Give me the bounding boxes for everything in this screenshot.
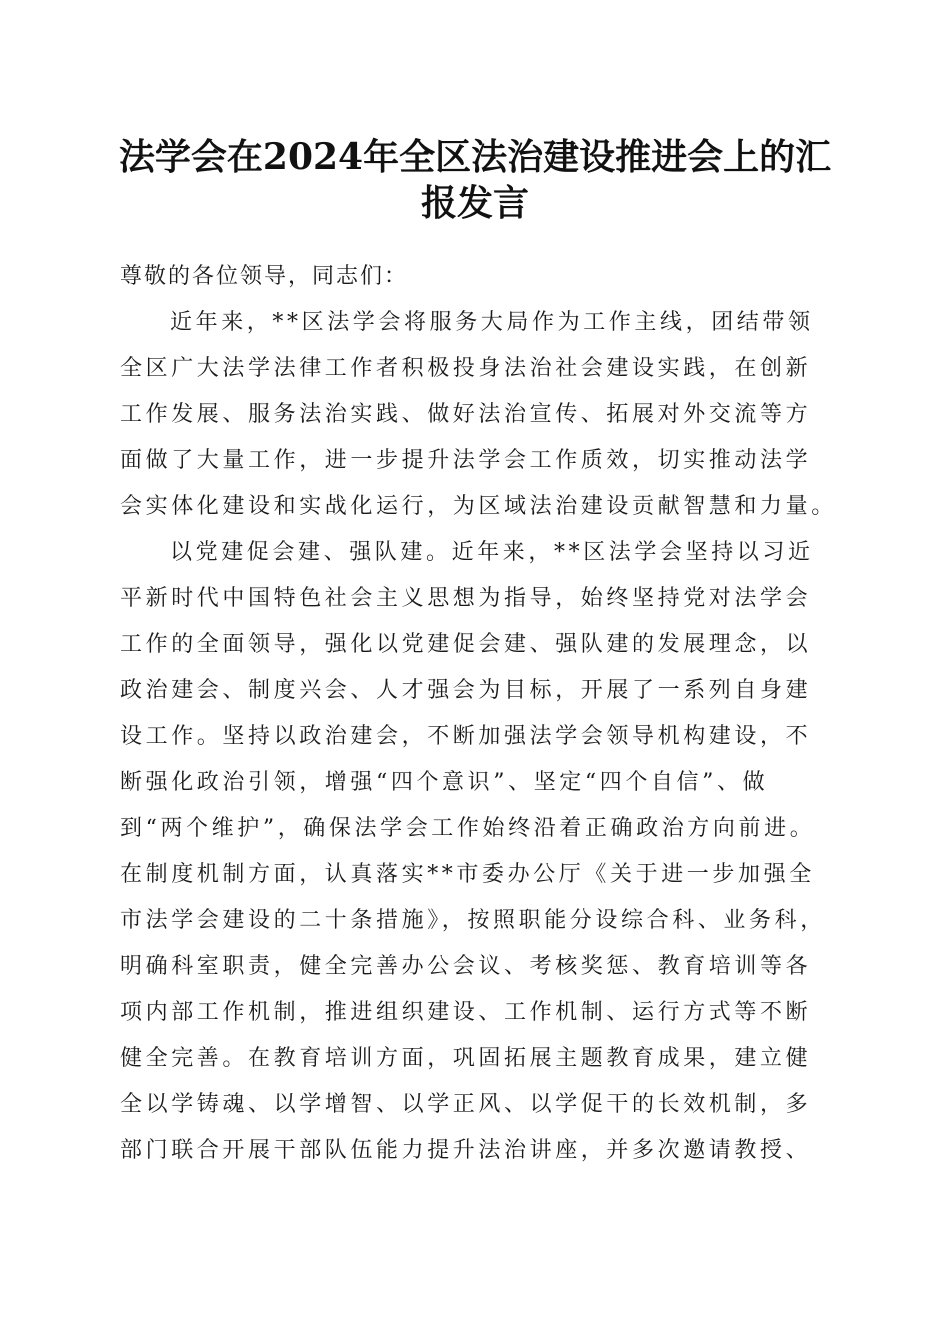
paragraph-2-line-13: 全以学铸魂、以学增智、以学正风、以学促干的长效机制，多 bbox=[120, 1092, 812, 1117]
document-title bbox=[118, 134, 832, 226]
paragraph-2-line-2: 平新时代中国特色社会主义思想为指导，始终坚持党对法学会 bbox=[120, 586, 812, 611]
paragraph-2-line-4: 政治建会、制度兴会、人才强会为目标，开展了一系列自身建 bbox=[120, 678, 812, 703]
paragraph-2-line-5: 设工作。坚持以政治建会，不断加强法学会领导机构建设，不 bbox=[120, 724, 812, 749]
paragraph-2-line-7: 到“两个维护”，确保法学会工作始终沿着正确政治方向前进。 bbox=[120, 816, 816, 841]
paragraph-2-line-11: 项内部工作机制，推进组织建设、工作机制、运行方式等不断 bbox=[120, 1000, 812, 1025]
paragraph-2-line-8: 在制度机制方面，认真落实**市委办公厅《关于进一步加强全 bbox=[120, 862, 815, 887]
paragraph-2-line-3: 工作的全面领导，强化以党建促会建、强队建的发展理念，以 bbox=[120, 632, 812, 657]
paragraph-1-line-2: 全区广大法学法律工作者积极投身法治社会建设实践，在创新 bbox=[120, 356, 812, 381]
paragraph-2-line-12: 健全完善。在教育培训方面，巩固拓展主题教育成果，建立健 bbox=[120, 1046, 812, 1071]
title-line-1: 法学会在2024年全区法治建设推进会上的汇 bbox=[118, 136, 832, 178]
paragraph-2-line-10: 明确科室职责，健全完善办公会议、考核奖惩、教育培训等各 bbox=[120, 954, 812, 979]
title-line-2: 报发言 bbox=[420, 182, 529, 224]
greeting: 尊敬的各位领导，同志们： bbox=[120, 264, 409, 289]
paragraph-1-line-5: 会实体化建设和实战化运行，为区域法治建设贡献智慧和力量。 bbox=[120, 494, 837, 519]
document-body bbox=[120, 254, 836, 1174]
paragraph-2-line-6: 断强化政治引领，增强“四个意识”、坚定“四个自信”、做 bbox=[120, 770, 769, 795]
paragraph-1-line-1: 近年来，**区法学会将服务大局作为工作主线，团结带领 bbox=[170, 310, 814, 335]
paragraph-2-line-9: 市法学会建设的二十条措施》，按照职能分设综合科、业务科， bbox=[120, 908, 826, 933]
paragraph-1-line-4: 面做了大量工作，进一步提升法学会工作质效，切实推动法学 bbox=[120, 448, 812, 473]
paragraph-1-line-3: 工作发展、服务法治实践、做好法治宣传、拓展对外交流等方 bbox=[120, 402, 812, 427]
paragraph-2-line-1: 以党建促会建、强队建。近年来，**区法学会坚持以习近 bbox=[170, 540, 814, 565]
paragraph-2-line-14: 部门联合开展干部队伍能力提升法治讲座，并多次邀请教授、 bbox=[120, 1138, 812, 1163]
